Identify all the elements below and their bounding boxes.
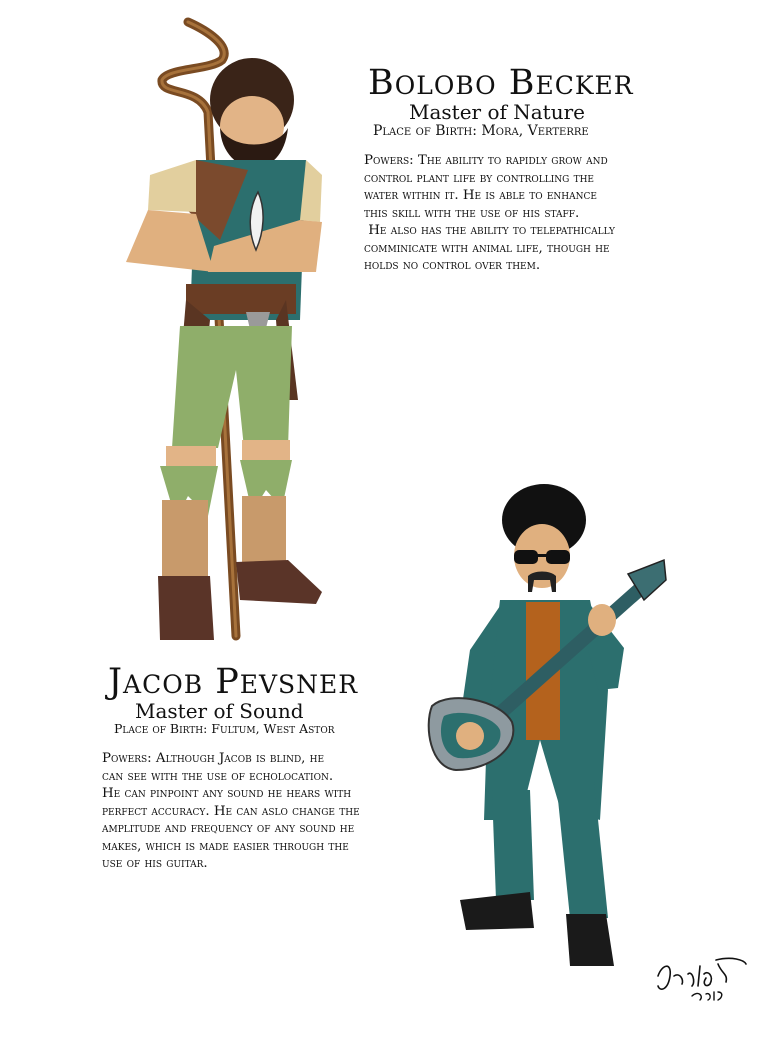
jacob-powers-line: amplitude and frequency of any sound he — [102, 821, 355, 836]
bolobo-powers-line: control plant life by controlling the — [364, 170, 595, 186]
bolobo-powers-line: Powers: The ability to rapidly grow and — [364, 153, 608, 168]
jacob-birth: Place of Birth: Fultum, West Astor — [114, 721, 335, 736]
jacob-powers-line: perfect accuracy. He can aslo change the — [102, 803, 360, 819]
jacob-powers-line: Powers: Although Jacob is blind, he — [102, 751, 325, 766]
jacob-title: Master of Sound — [135, 699, 304, 723]
jacob-powers-line: makes, which is made easier through the — [102, 838, 349, 854]
bolobo-powers-line: this skill with the use of his staff. — [364, 205, 580, 221]
bolobo-powers-line: water within it. He is able to enhance — [364, 188, 597, 203]
jacob-powers-line: He can pinpoint any sound he hears with — [102, 786, 352, 801]
jacob-powers-line: can see with the use of echolocation. — [102, 768, 334, 784]
bolobo-powers-line: comminicate with animal life, though he — [364, 240, 610, 256]
jacob-powers — [102, 750, 360, 873]
bolobo-name: Bolobo Becker — [368, 63, 634, 103]
jacob-powers-line: use of his guitar. — [102, 856, 208, 871]
bolobo-powers-line: holds no control over them. — [364, 258, 541, 273]
artist-signature — [652, 946, 752, 1006]
bolobo-powers — [364, 152, 615, 275]
bolobo-powers-line: He also has the ability to telepathically — [364, 223, 615, 238]
bolobo-birth: Place of Birth: Mora, Verterre — [373, 123, 589, 139]
jacob-name: Jacob Pevsner — [108, 662, 359, 702]
bolobo-title: Master of Nature — [409, 100, 585, 124]
